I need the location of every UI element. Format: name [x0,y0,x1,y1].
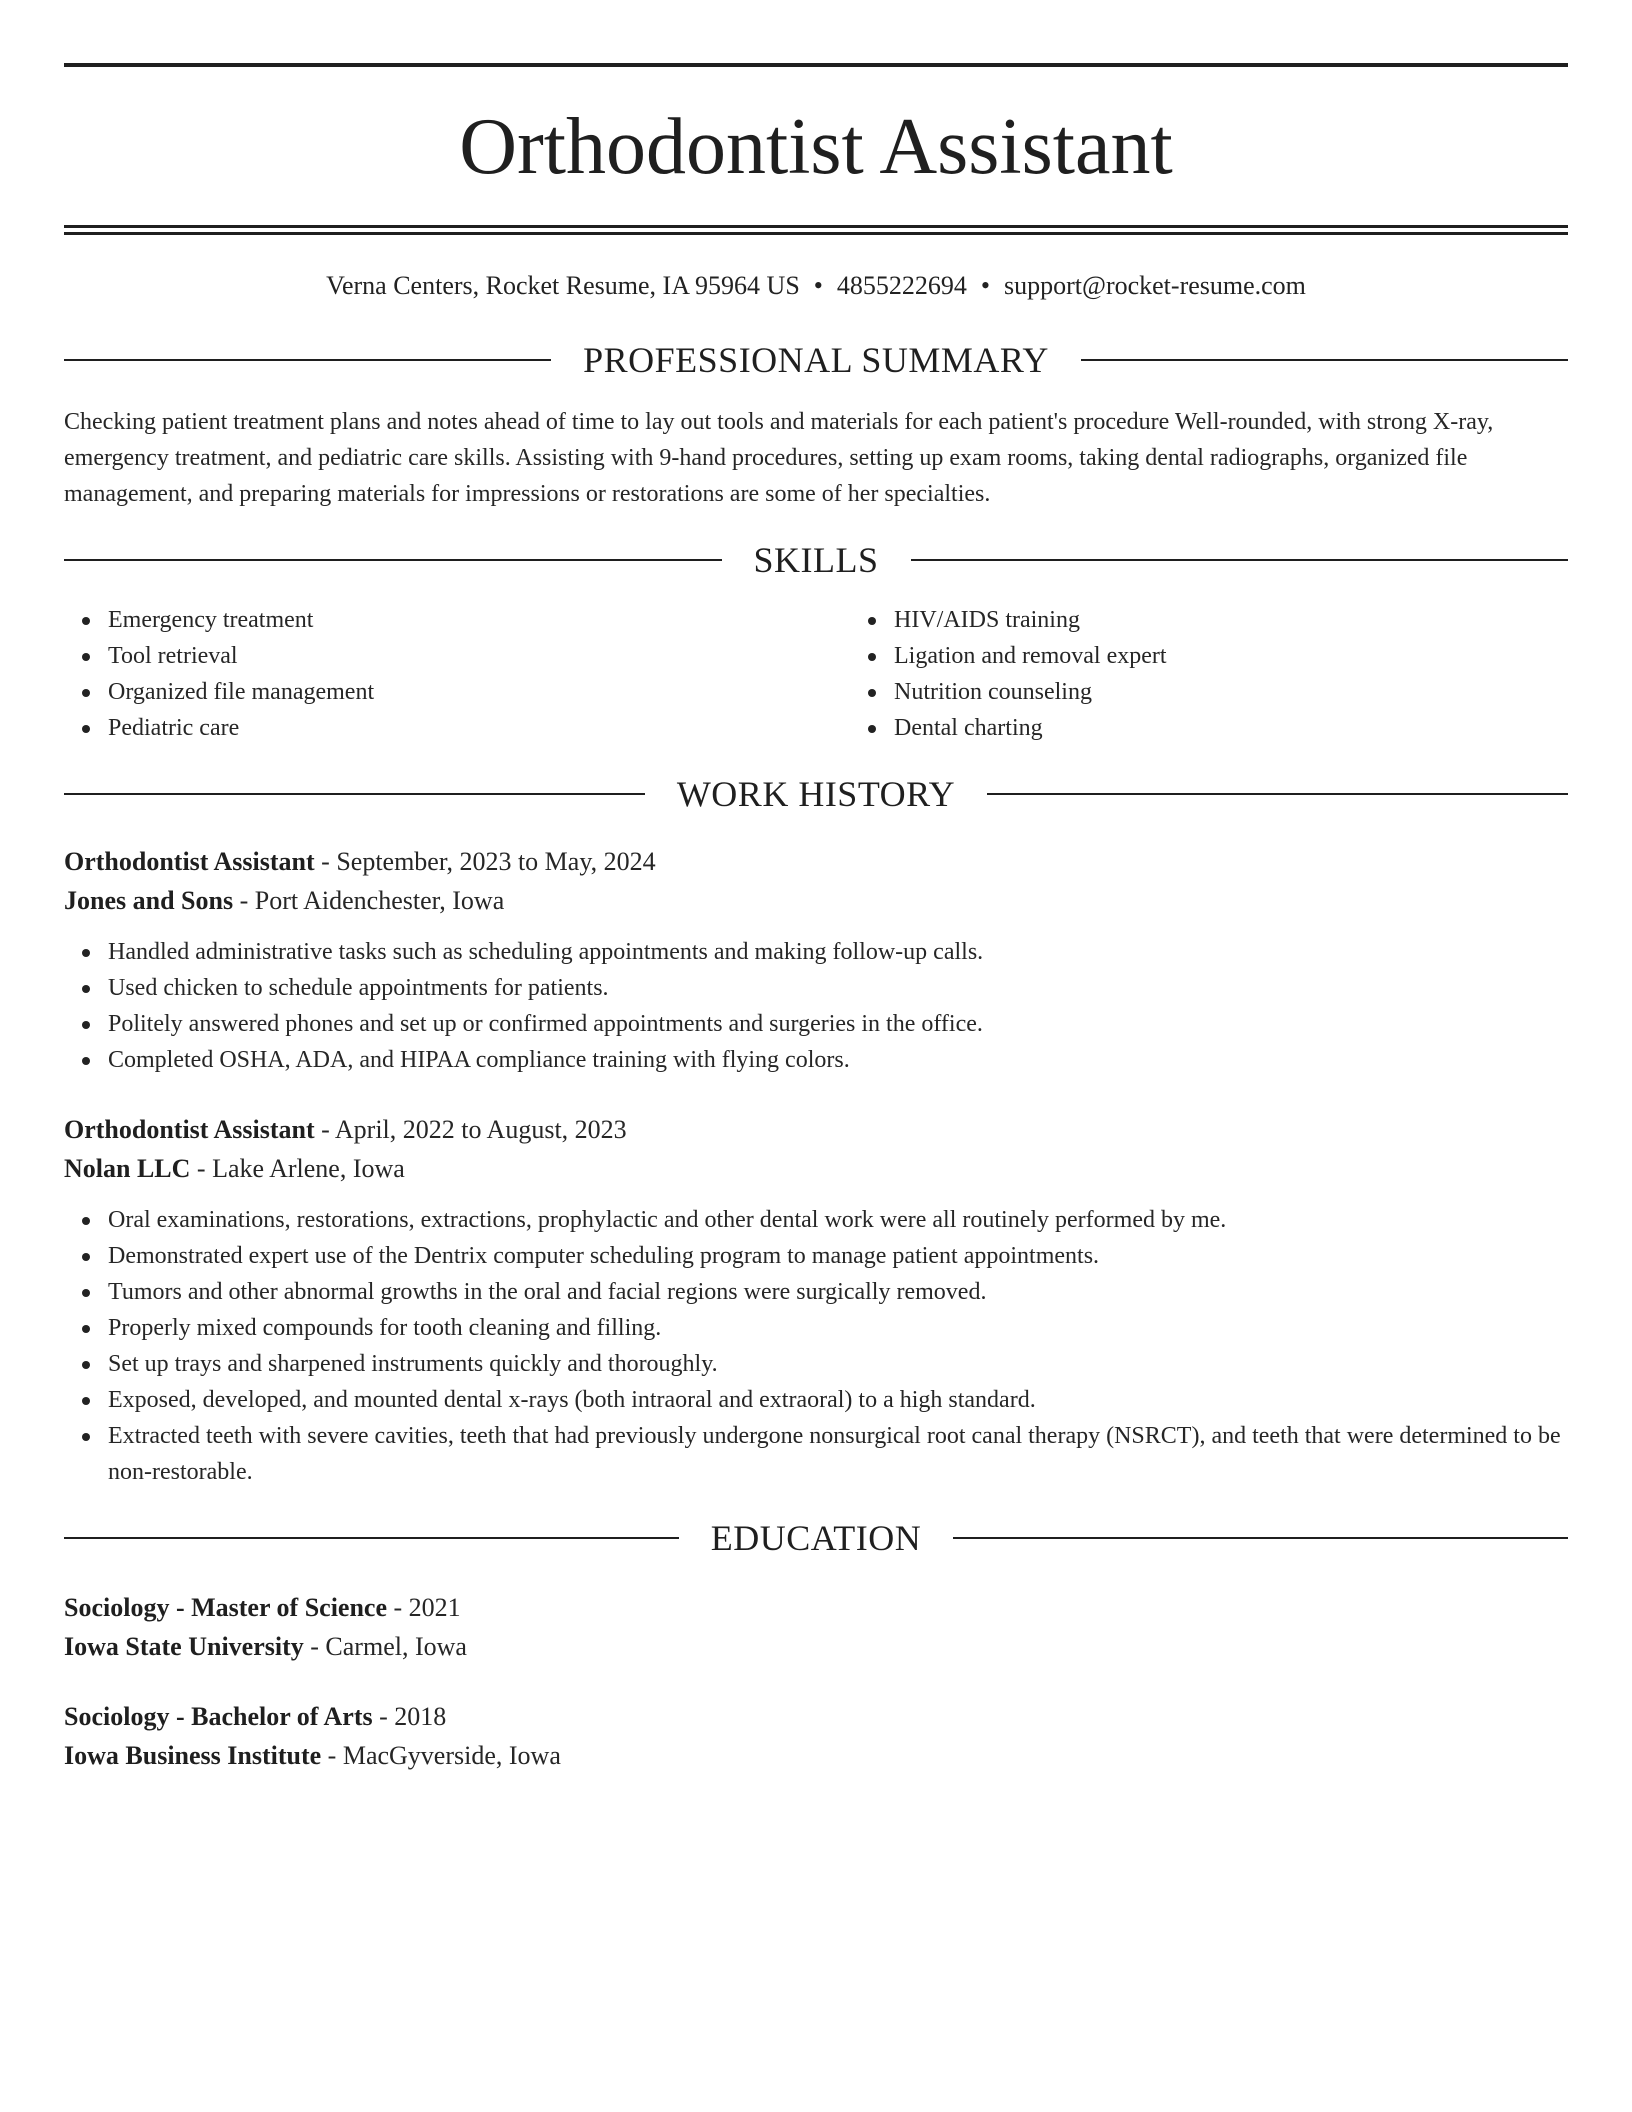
contact-separator: • [980,271,990,300]
job-company: Jones and Sons [64,886,234,915]
degree-line [64,1697,1568,1736]
section-title: WORK HISTORY [676,774,956,814]
skill-item: Pediatric care [108,710,850,746]
job-dates: - September, 2023 to May, 2024 [314,847,656,876]
heading-rule-left [64,793,645,795]
contact-separator: • [813,271,823,300]
school-line [64,1736,1568,1775]
job-bullet: Tumors and other abnormal growths in the oral and facial regions were surgically removed. [108,1274,1568,1310]
job-company-line [64,1149,1568,1188]
education-entry [64,1588,1568,1666]
section-title: SKILLS [753,540,879,580]
heading-rule-right [953,1537,1568,1539]
contact-phone: 4855222694 [836,271,967,300]
job-company-line [64,881,1568,920]
skills-column-left [64,602,850,746]
job-bullet: Extracted teeth with severe cavities, teeth that had previously undergone nonsurgical root canal therapy (NSRCT), and teeth that were determined to be non-restorable. [108,1418,1568,1490]
contact-line [64,268,1568,304]
skills-list [64,602,1568,746]
resume-title: Orthodontist Assistant [459,103,1173,191]
double-rule [64,225,1568,235]
job-dates: - April, 2022 to August, 2023 [314,1115,627,1144]
degree-year: - 2018 [372,1702,447,1731]
contact-address: Verna Centers, Rocket Resume, IA 95964 US [326,271,800,300]
degree-year: - 2021 [387,1593,461,1622]
job-bullet: Set up trays and sharpened instruments quickly and thoroughly. [108,1346,1568,1382]
section-heading-summary [64,338,1568,382]
job-title: Orthodontist Assistant [64,847,315,876]
education-entry [64,1697,1568,1775]
job-title-line [64,1110,1568,1149]
job-bullets [64,1202,1568,1490]
school-location: - MacGyverside, Iowa [321,1741,561,1770]
skills-column-right [850,602,1632,746]
heading-rule-right [987,793,1568,795]
job-bullet: Demonstrated expert use of the Dentrix computer scheduling program to manage patient appointments. [108,1238,1568,1274]
job-bullet: Oral examinations, restorations, extractions, prophylactic and other dental work were all routinely performed by me. [108,1202,1568,1238]
top-rule [64,63,1568,67]
section-heading-education [64,1516,1568,1560]
job-bullet: Completed OSHA, ADA, and HIPAA compliance training with flying colors. [108,1042,1568,1078]
heading-rule-left [64,1537,679,1539]
skill-item: HIV/AIDS training [894,602,1632,638]
heading-rule-right [1081,359,1568,361]
job-title: Orthodontist Assistant [64,1115,315,1144]
skill-item: Tool retrieval [108,638,850,674]
job-entry [64,842,1568,1078]
skill-item: Dental charting [894,710,1632,746]
school: Iowa State University [64,1632,304,1661]
degree: Sociology - Bachelor of Arts [64,1702,373,1731]
section-title: PROFESSIONAL SUMMARY [583,340,1049,380]
job-bullet: Handled administrative tasks such as scheduling appointments and making follow-up calls. [108,934,1568,970]
job-bullet: Used chicken to schedule appointments for patients. [108,970,1568,1006]
skill-item: Organized file management [108,674,850,710]
job-bullet: Properly mixed compounds for tooth cleaning and filling. [108,1310,1568,1346]
job-bullets [64,934,1568,1078]
skill-item: Emergency treatment [108,602,850,638]
job-company: Nolan LLC [64,1154,191,1183]
heading-rule-left [64,359,551,361]
school-location: - Carmel, Iowa [303,1632,467,1661]
degree: Sociology - Master of Science [64,1593,387,1622]
job-location: - Lake Arlene, Iowa [190,1154,405,1183]
heading-rule-right [911,559,1569,561]
section-title: EDUCATION [710,1518,922,1558]
school: Iowa Business Institute [64,1741,322,1770]
section-heading-work [64,772,1568,816]
job-bullet: Exposed, developed, and mounted dental x-rays (both intraoral and extraoral) to a high standard. [108,1382,1568,1418]
job-entry [64,1110,1568,1490]
school-line [64,1627,1568,1666]
section-heading-skills [64,538,1568,582]
summary-text: Checking patient treatment plans and notes ahead of time to lay out tools and materials for each patient's procedure Well-rounded, with strong X-ray, emergency treatment, and pediatric care skills. Assisting with 9-hand procedures, setting up exam rooms, taking dental radiographs, organized file management, and preparing materials for impressions or restorations are some of her specialties. [64,409,1494,507]
degree-line [64,1588,1568,1627]
resume-page [64,63,1568,1775]
heading-rule-left [64,559,722,561]
contact-email: support@rocket-resume.com [1004,271,1306,300]
job-bullet: Politely answered phones and set up or confirmed appointments and surgeries in the office. [108,1006,1568,1042]
job-title-line [64,842,1568,881]
job-location: - Port Aidenchester, Iowa [233,886,505,915]
skill-item: Nutrition counseling [894,674,1632,710]
skill-item: Ligation and removal expert [894,638,1632,674]
